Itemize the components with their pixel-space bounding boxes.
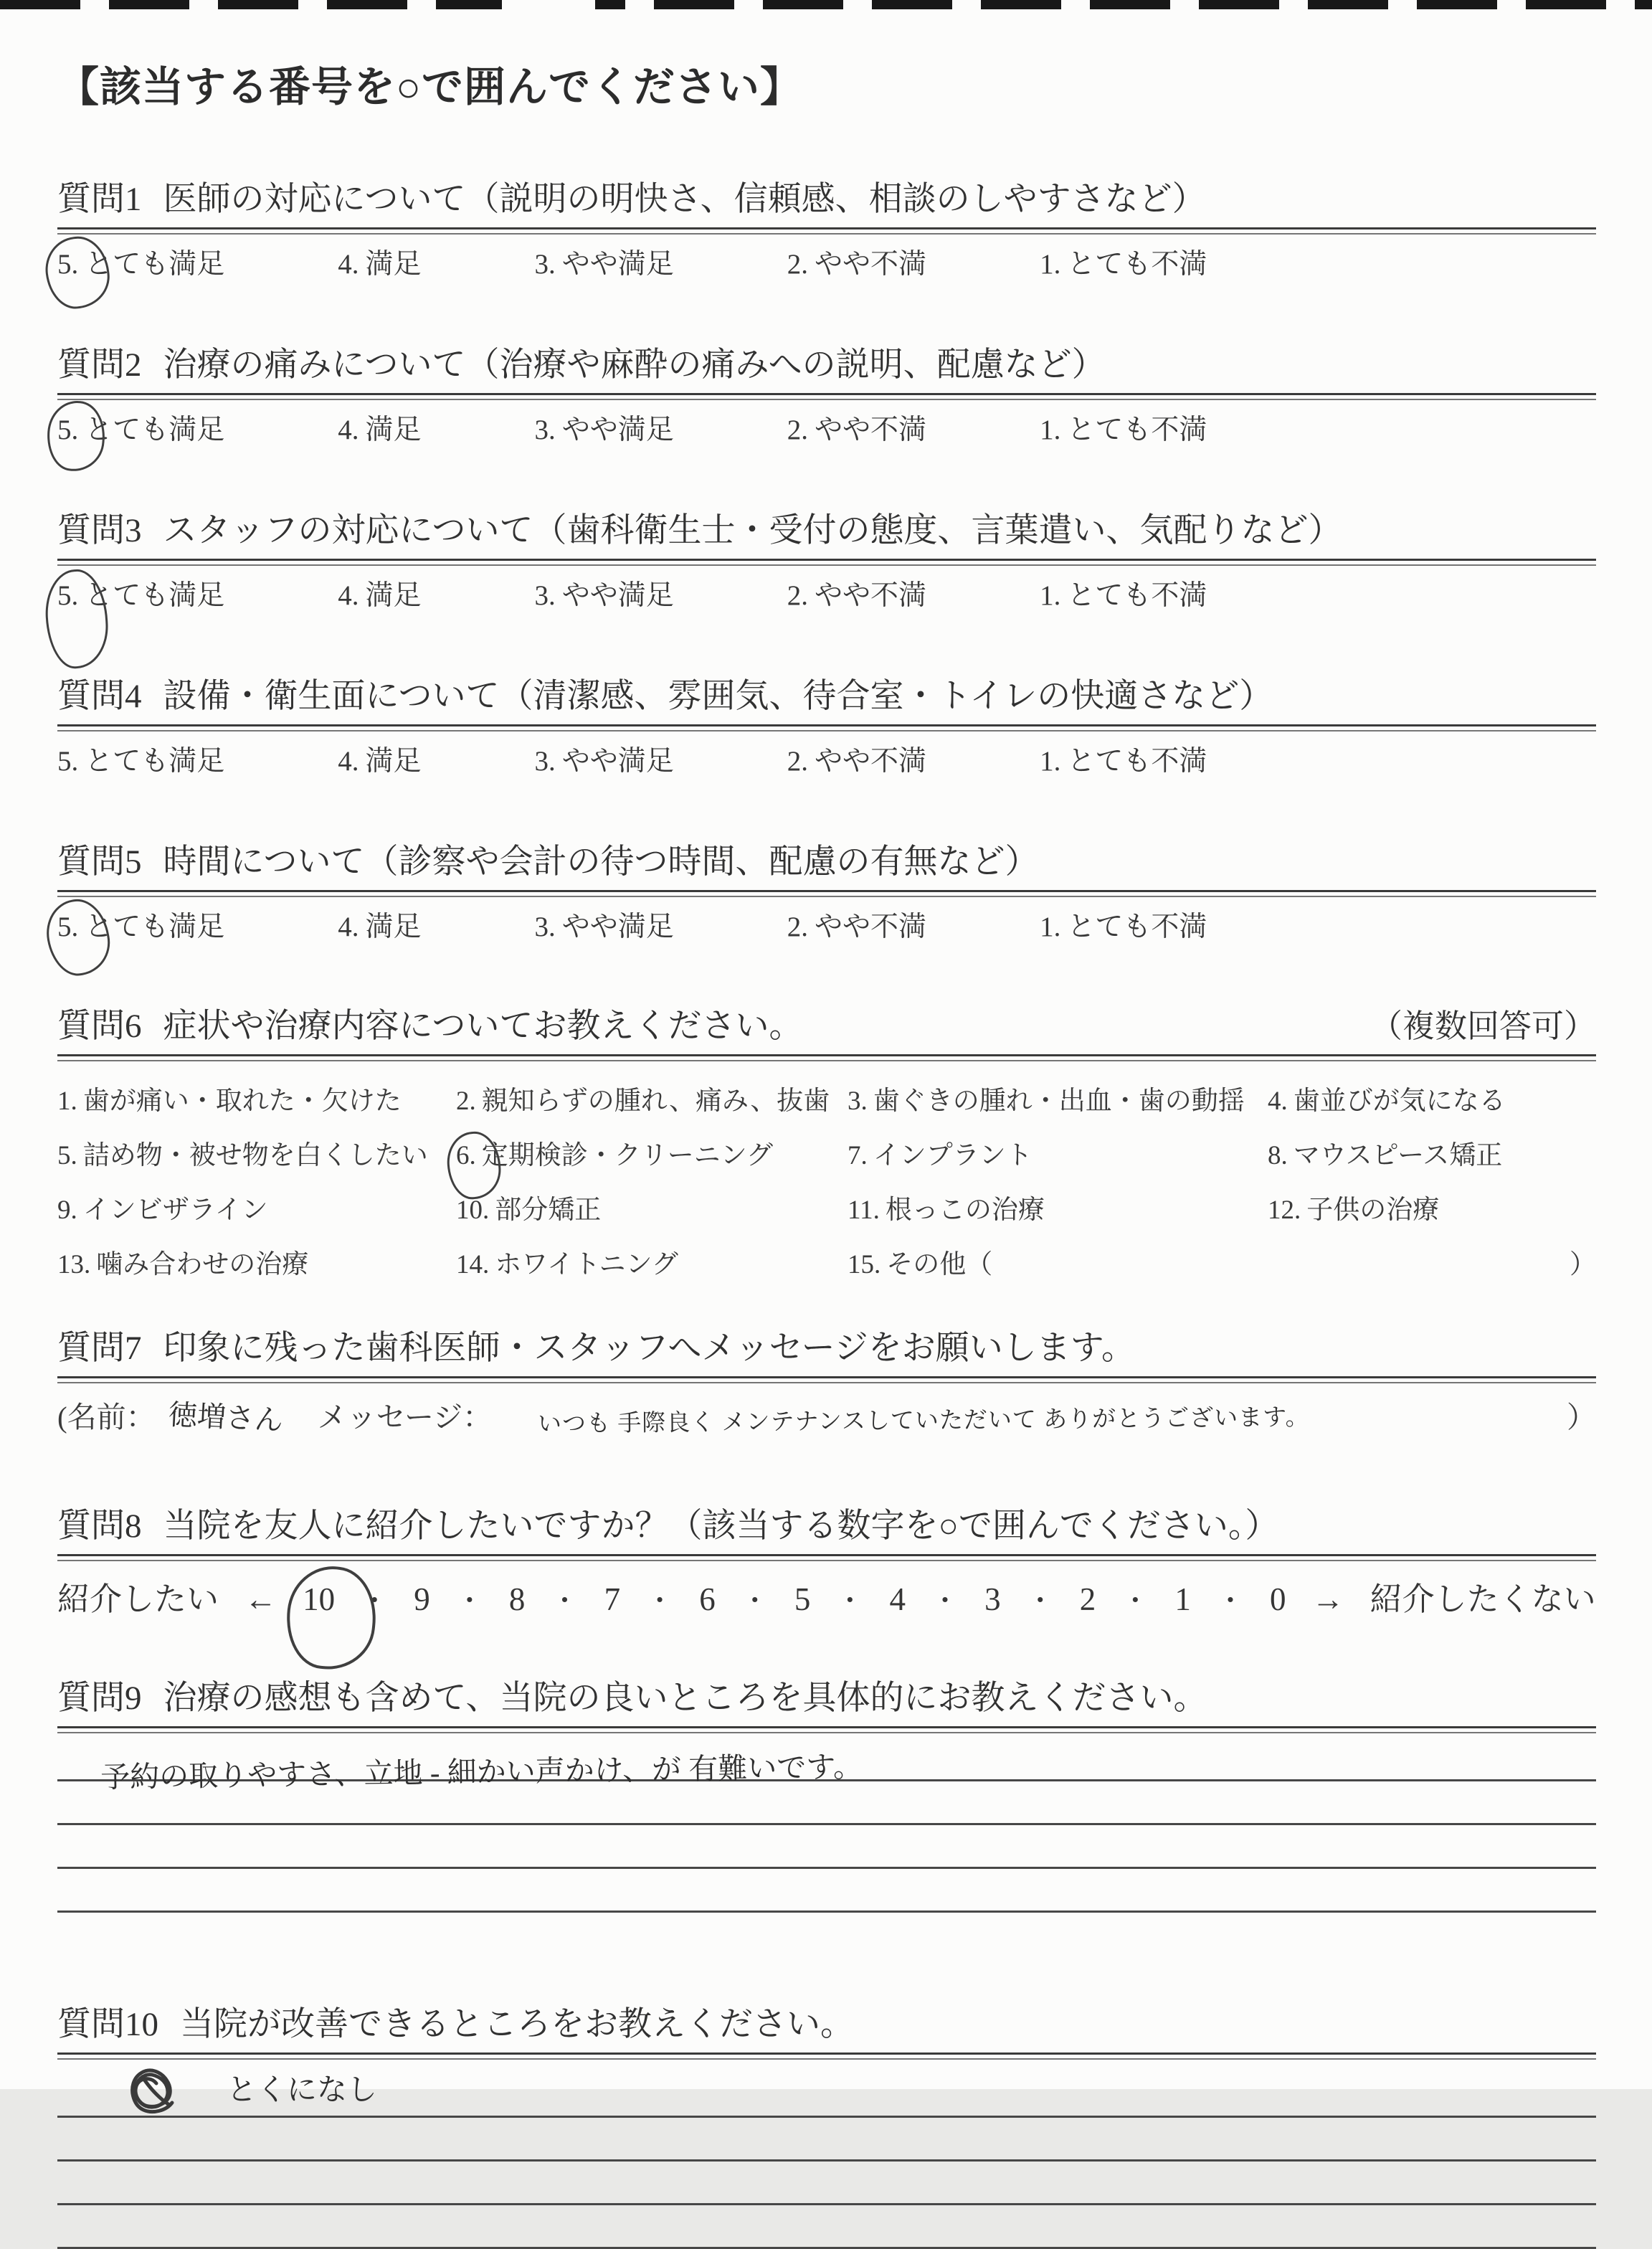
option-label: とても満足 bbox=[85, 580, 225, 611]
circled-answer bbox=[57, 579, 85, 612]
circled-answer bbox=[57, 248, 85, 280]
option-number: 5. bbox=[57, 912, 79, 942]
item-label: 歯ぐきの腫れ・出血・歯の動揺 bbox=[873, 1086, 1245, 1116]
item-number: 10. bbox=[456, 1195, 490, 1225]
question-2-block bbox=[57, 338, 1596, 448]
item-label: インプラント bbox=[873, 1141, 1032, 1170]
question-5-number: 質問5 bbox=[57, 843, 142, 881]
item-label: マウスピース矯正 bbox=[1293, 1141, 1503, 1170]
option-number: 5. bbox=[57, 580, 79, 611]
question-7-heading bbox=[57, 1321, 1596, 1369]
question-3-option-3 bbox=[535, 573, 674, 613]
question-7-answer-row bbox=[57, 1393, 1596, 1436]
option-number: 3. bbox=[534, 415, 556, 445]
item-label: 根っこの治療 bbox=[885, 1195, 1045, 1225]
scale-8: 8 bbox=[508, 1581, 526, 1617]
item-number: 5. bbox=[57, 1141, 77, 1170]
scale-9: 9 bbox=[414, 1581, 430, 1617]
item-label: ホワイトニング bbox=[495, 1250, 678, 1279]
question-6-note: （複数回答可） bbox=[1369, 1008, 1596, 1044]
question-1-option-2 bbox=[787, 242, 926, 282]
answer-line bbox=[57, 2060, 1596, 2118]
option-number: 2. bbox=[787, 415, 809, 445]
item-number: 1. bbox=[57, 1086, 77, 1116]
option-label: やや満足 bbox=[561, 912, 674, 942]
option-number: 3. bbox=[534, 746, 556, 777]
question-4-option-2 bbox=[787, 739, 926, 779]
symptom-item-14 bbox=[456, 1242, 848, 1281]
item-number: 15. bbox=[848, 1250, 881, 1279]
option-label: とても不満 bbox=[1067, 249, 1207, 280]
question-1-number: 質問1 bbox=[57, 181, 142, 218]
answer-line bbox=[57, 1869, 1596, 1913]
question-3-number: 質問3 bbox=[57, 512, 142, 549]
question-8-block bbox=[57, 1499, 1596, 1619]
question-2-option-4 bbox=[338, 407, 421, 448]
item-label: 歯並びが気になる bbox=[1293, 1086, 1506, 1116]
item-label: 子供の治療 bbox=[1306, 1195, 1440, 1225]
scale-10 bbox=[303, 1581, 335, 1618]
question-4-heading bbox=[57, 669, 1596, 717]
name-label: (名前： bbox=[57, 1401, 156, 1434]
question-4-option-5 bbox=[57, 739, 224, 779]
question-1-title: 医師の対応について（説明の明快さ、信頼感、相談のしやすさなど） bbox=[163, 181, 1206, 218]
option-label: やや不満 bbox=[815, 580, 927, 611]
option-label: とても満足 bbox=[85, 415, 225, 445]
option-label: やや不満 bbox=[815, 912, 927, 942]
question-4-block bbox=[57, 669, 1596, 779]
question-4-option-4 bbox=[338, 739, 421, 779]
option-label: やや満足 bbox=[561, 580, 674, 611]
divider bbox=[57, 890, 1596, 897]
question-3-option-2 bbox=[787, 573, 926, 613]
symptom-item-6 bbox=[456, 1133, 848, 1172]
question-9-block bbox=[57, 1671, 1596, 1913]
question-2-option-5 bbox=[57, 407, 224, 448]
question-1-options-row bbox=[57, 242, 1596, 282]
question-2-options-row bbox=[57, 407, 1596, 448]
question-5-option-1 bbox=[1040, 904, 1207, 944]
question-1-block bbox=[57, 172, 1596, 282]
scale-0: 0 bbox=[1270, 1581, 1286, 1617]
divider bbox=[57, 393, 1596, 400]
item-number-and-label bbox=[848, 1242, 992, 1281]
question-4-option-1 bbox=[1040, 739, 1207, 779]
question-5-option-2 bbox=[787, 904, 926, 944]
question-5-option-3 bbox=[535, 904, 674, 944]
question-9-heading bbox=[57, 1671, 1596, 1719]
question-2-option-1 bbox=[1040, 407, 1207, 448]
scale-5: 5 bbox=[794, 1581, 811, 1617]
option-number: 4. bbox=[338, 580, 359, 611]
item-number: 2. bbox=[456, 1086, 476, 1116]
scribble-icon bbox=[123, 2059, 185, 2116]
question-1-option-3 bbox=[535, 242, 674, 282]
question-6-block bbox=[57, 999, 1596, 1281]
question-3-option-5 bbox=[57, 573, 224, 613]
option-number: 1. bbox=[1040, 415, 1061, 445]
option-label: とても満足 bbox=[85, 249, 225, 280]
question-6-heading bbox=[57, 999, 1596, 1047]
option-number: 3. bbox=[534, 249, 556, 280]
question-8-heading bbox=[57, 1499, 1596, 1547]
option-label: 満足 bbox=[365, 415, 422, 445]
handwritten-name: 徳増さん bbox=[167, 1398, 284, 1437]
scale-2: 2 bbox=[1079, 1581, 1096, 1617]
option-number: 2. bbox=[787, 249, 809, 280]
option-number: 5. bbox=[57, 746, 79, 777]
option-number: 4. bbox=[338, 249, 359, 280]
question-5-option-5 bbox=[57, 904, 224, 944]
question-8-title: 当院を友人に紹介したいですか？（該当する数字を○で囲んでください。） bbox=[163, 1507, 1279, 1545]
item-number: 8. bbox=[1268, 1141, 1288, 1170]
question-4-title: 設備・衛生面について（清潔感、雰囲気、待合室・トイレの快適さなど） bbox=[163, 678, 1273, 715]
question-7-number: 質問7 bbox=[57, 1330, 142, 1367]
option-label: 満足 bbox=[365, 249, 422, 280]
scale-4: 4 bbox=[889, 1581, 906, 1617]
page-title: 【該当する番号を○で囲んでください】 bbox=[57, 64, 803, 110]
divider bbox=[57, 724, 1596, 731]
option-label: 満足 bbox=[365, 912, 422, 942]
nps-scale-row bbox=[57, 1573, 1596, 1619]
option-label: とても不満 bbox=[1067, 580, 1207, 611]
option-label: 満足 bbox=[365, 746, 422, 777]
question-9-title: 治療の感想も含めて、当院の良いところを具体的にお教えください。 bbox=[163, 1680, 1207, 1717]
question-3-block bbox=[57, 503, 1596, 613]
item-label: 詰め物・被せ物を白くしたい bbox=[82, 1141, 428, 1170]
symptom-item-12 bbox=[1268, 1188, 1596, 1226]
dot-separator: ・ bbox=[361, 1586, 389, 1616]
question-9-number: 質問9 bbox=[57, 1680, 142, 1717]
symptom-item-9 bbox=[57, 1188, 456, 1226]
question-5-title: 時間について（診察や会計の待つ時間、配慮の有無など） bbox=[163, 843, 1039, 881]
scale-6: 6 bbox=[699, 1581, 716, 1617]
option-number: 5. bbox=[57, 415, 79, 445]
handwritten-answer: 予約の取りやすさ、立地 - 細かい声かけ、が 有難いです。 bbox=[100, 1750, 863, 1794]
item-number: 4. bbox=[1268, 1086, 1288, 1116]
scale-left-label: 紹介したい bbox=[57, 1581, 219, 1617]
question-6-items-grid bbox=[57, 1079, 1596, 1281]
option-number: 3. bbox=[534, 580, 556, 611]
dot-separator: ・ bbox=[836, 1586, 864, 1616]
item-label: 歯が痛い・取れた・欠けた bbox=[82, 1086, 402, 1116]
option-number: 1. bbox=[1040, 912, 1061, 942]
item-label: その他（ bbox=[886, 1250, 993, 1279]
symptom-item-8 bbox=[1268, 1133, 1596, 1172]
question-10-number: 質問10 bbox=[57, 2006, 158, 2043]
handwritten-message: いつも 手際良く メンテナンスしていただいて ありがとうございます。 bbox=[538, 1404, 1310, 1438]
option-label: やや不満 bbox=[815, 746, 927, 777]
item-label: 部分矯正 bbox=[495, 1195, 602, 1225]
answer-line bbox=[57, 1825, 1596, 1869]
option-number: 3. bbox=[534, 912, 556, 942]
option-label: やや不満 bbox=[815, 249, 927, 280]
symptom-item-7 bbox=[848, 1133, 1268, 1172]
scale-right-label: 紹介したくない bbox=[1369, 1581, 1596, 1617]
option-number: 1. bbox=[1040, 249, 1061, 280]
option-label: やや満足 bbox=[561, 415, 674, 445]
option-number: 4. bbox=[338, 746, 359, 777]
option-number: 2. bbox=[787, 580, 809, 611]
question-3-title: スタッフの対応について（歯科衛生士・受付の態度、言葉遣い、気配りなど） bbox=[163, 512, 1342, 549]
right-arrow-icon: → bbox=[1311, 1581, 1344, 1617]
dot-separator: ・ bbox=[646, 1586, 674, 1616]
question-1-option-5 bbox=[57, 242, 224, 282]
scale-value: 10 bbox=[303, 1581, 336, 1617]
symptom-item-13 bbox=[57, 1242, 456, 1281]
question-2-heading bbox=[57, 338, 1596, 386]
option-number: 2. bbox=[787, 746, 809, 777]
item-number: 14. bbox=[456, 1250, 490, 1279]
dot-separator: ・ bbox=[1026, 1586, 1054, 1616]
message-label: メッセージ： bbox=[317, 1401, 493, 1434]
question-3-options-row bbox=[57, 573, 1596, 613]
dot-separator: ・ bbox=[931, 1586, 959, 1616]
dot-separator: ・ bbox=[551, 1586, 579, 1616]
symptom-item-11 bbox=[848, 1188, 1268, 1226]
dot-separator: ・ bbox=[1121, 1586, 1149, 1616]
divider bbox=[57, 1554, 1596, 1561]
question-6-number: 質問6 bbox=[57, 1008, 142, 1045]
option-label: とても不満 bbox=[1067, 746, 1207, 777]
item-number: 11. bbox=[848, 1195, 880, 1225]
option-number: 4. bbox=[338, 912, 359, 942]
question-3-heading bbox=[57, 503, 1596, 551]
question-4-option-3 bbox=[535, 739, 674, 779]
option-label: とても不満 bbox=[1067, 415, 1207, 445]
circled-answer bbox=[456, 1140, 482, 1171]
item-number: 3. bbox=[848, 1086, 868, 1116]
option-number: 1. bbox=[1040, 746, 1061, 777]
question-10-block bbox=[57, 1997, 1596, 2249]
question-8-number: 質問8 bbox=[57, 1507, 142, 1545]
dot-separator: ・ bbox=[1216, 1586, 1244, 1616]
question-2-option-3 bbox=[535, 407, 674, 448]
option-number: 4. bbox=[338, 415, 359, 445]
item-label: 親知らずの腫れ、痛み、抜歯 bbox=[481, 1086, 830, 1116]
option-label: やや満足 bbox=[561, 249, 674, 280]
option-number: 1. bbox=[1040, 580, 1061, 611]
question-5-option-4 bbox=[338, 904, 421, 944]
other-close-paren: ） bbox=[1570, 1250, 1596, 1279]
symptom-item-4 bbox=[1268, 1079, 1596, 1117]
circled-answer bbox=[57, 414, 85, 446]
question-1-option-4 bbox=[338, 242, 421, 282]
scale-1: 1 bbox=[1174, 1581, 1191, 1617]
item-number: 9. bbox=[57, 1195, 77, 1225]
circled-answer bbox=[57, 911, 85, 943]
question-4-options-row bbox=[57, 739, 1596, 779]
item-label: インビザライン bbox=[82, 1195, 268, 1225]
item-number: 13. bbox=[57, 1250, 91, 1279]
question-2-option-2 bbox=[787, 407, 926, 448]
question-1-heading bbox=[57, 172, 1596, 220]
close-paren: ） bbox=[1567, 1401, 1596, 1434]
answer-line bbox=[57, 2118, 1596, 2162]
option-label: とても満足 bbox=[85, 912, 225, 942]
left-arrow-icon: ← bbox=[245, 1581, 277, 1617]
divider bbox=[57, 1376, 1596, 1383]
circled-answer bbox=[303, 1581, 335, 1618]
item-number: 6. bbox=[456, 1141, 476, 1170]
answer-line bbox=[57, 2162, 1596, 2205]
item-label: 噛み合わせの治療 bbox=[96, 1250, 309, 1279]
question-10-heading bbox=[57, 1997, 1596, 2045]
dot-separator: ・ bbox=[455, 1586, 483, 1616]
symptom-item-5 bbox=[57, 1133, 456, 1172]
item-number: 12. bbox=[1268, 1195, 1301, 1225]
option-label: やや満足 bbox=[561, 746, 674, 777]
question-7-block bbox=[57, 1321, 1596, 1436]
scale-7: 7 bbox=[604, 1581, 621, 1617]
scale-3: 3 bbox=[984, 1581, 1001, 1617]
question-2-title: 治療の痛みについて（治療や麻酔の痛みへの説明、配慮など） bbox=[163, 346, 1106, 384]
divider bbox=[57, 559, 1596, 566]
handwritten-answer: とくになし bbox=[227, 2074, 378, 2107]
option-label: とても不満 bbox=[1067, 912, 1207, 942]
dot-separator: ・ bbox=[741, 1586, 769, 1616]
option-label: とても満足 bbox=[85, 746, 225, 777]
symptom-item-3 bbox=[848, 1079, 1268, 1117]
symptom-item-15 bbox=[848, 1242, 1596, 1281]
divider bbox=[57, 2052, 1596, 2060]
item-label: 定期検診・クリーニング bbox=[481, 1141, 774, 1170]
question-5-heading bbox=[57, 835, 1596, 883]
question-10-title: 当院が改善できるところをお教えください。 bbox=[180, 2006, 854, 2043]
question-6-title: 症状や治療内容についてお教えください。 bbox=[163, 1008, 803, 1045]
option-label: やや不満 bbox=[815, 415, 927, 445]
option-label: 満足 bbox=[365, 580, 422, 611]
divider bbox=[57, 1054, 1596, 1061]
question-3-option-1 bbox=[1040, 573, 1207, 613]
question-5-options-row bbox=[57, 904, 1596, 944]
question-5-block bbox=[57, 835, 1596, 944]
question-1-option-1 bbox=[1040, 242, 1207, 282]
symptom-item-2 bbox=[456, 1079, 848, 1117]
answer-line bbox=[57, 2205, 1596, 2249]
divider bbox=[57, 227, 1596, 235]
option-number: 2. bbox=[787, 912, 809, 942]
question-3-option-4 bbox=[338, 573, 421, 613]
question-7-title: 印象に残った歯科医師・スタッフへメッセージをお願いします。 bbox=[163, 1330, 1135, 1367]
question-4-number: 質問4 bbox=[57, 678, 142, 715]
answer-line bbox=[57, 1733, 1596, 1794]
symptom-item-10 bbox=[456, 1188, 848, 1226]
option-number: 5. bbox=[57, 249, 79, 280]
symptom-item-1 bbox=[57, 1079, 456, 1117]
question-2-number: 質問2 bbox=[57, 346, 142, 384]
item-number: 7. bbox=[848, 1141, 868, 1170]
